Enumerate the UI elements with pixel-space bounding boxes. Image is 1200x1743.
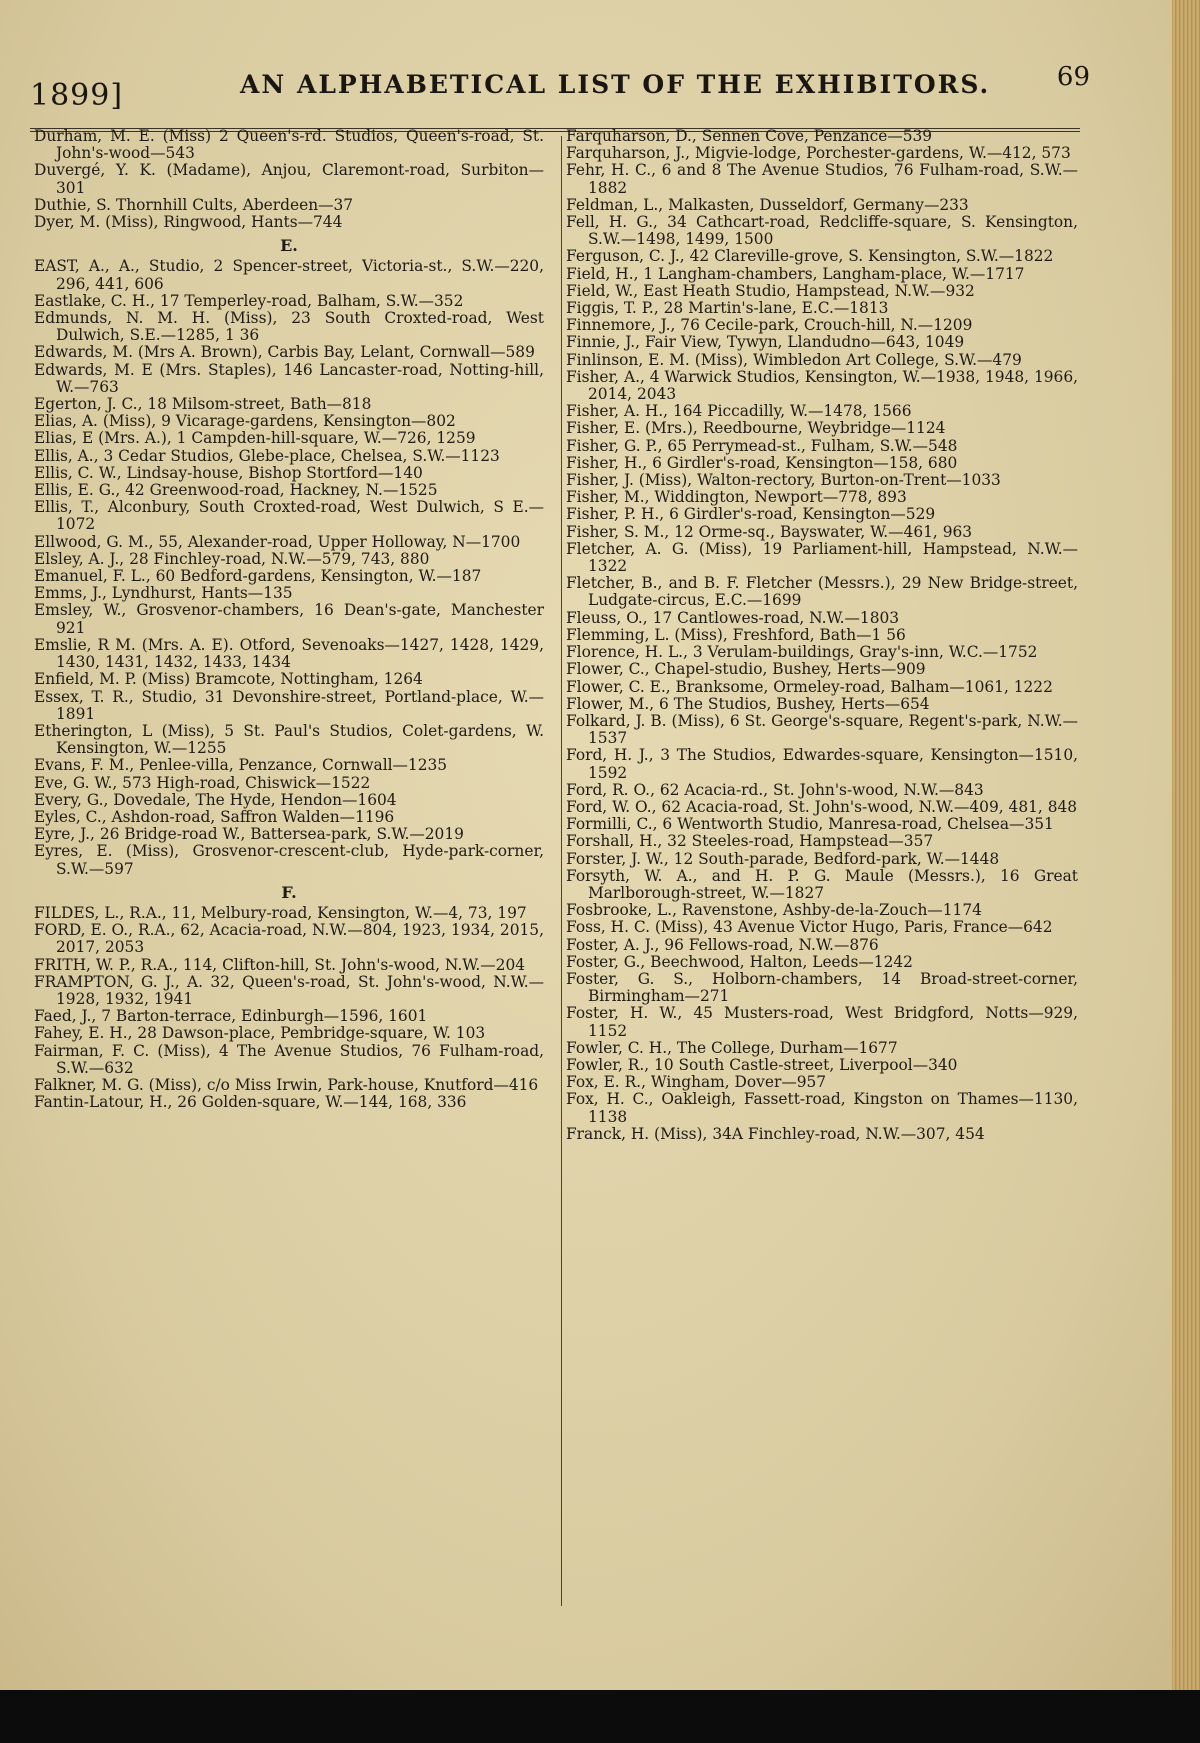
exhibitor-entry: Duthie, S. Thornhill Cults, Aberdeen—37 bbox=[34, 195, 354, 214]
column-divider bbox=[561, 136, 562, 1606]
exhibitor-entry: Egerton, J. C., 18 Milsom-street, Bath—818 bbox=[34, 395, 372, 414]
exhibitor-entry: Ford, W. O., 62 Acacia-road, St. John's-wood, N.W.—409, 481, 848 bbox=[566, 797, 1078, 816]
exhibitor-entry: Edwards, M. (Mrs A. Brown), Carbis Bay, Lelant, Cornwall—589 bbox=[34, 343, 535, 362]
exhibitor-entry: Fowler, C. H., The College, Durham—1677 bbox=[566, 1038, 898, 1057]
exhibitor-entry: Ford, H. J., 3 The Studios, Edwardes-square, Kensington—1510, 1592 bbox=[566, 746, 1078, 782]
right-column bbox=[566, 128, 1078, 1143]
exhibitor-entry: Forsyth, W. A., and H. P. G. Maule (Messrs.), 16 Great Marlborough-street, W.—1827 bbox=[566, 866, 1078, 902]
exhibitor-entry: Fell, H. G., 34 Cathcart-road, Redcliffe-square, S. Kensington, S.W.—1498, 1499, 1500 bbox=[566, 213, 1078, 249]
exhibitor-entry: Finlinson, E. M. (Miss), Wimbledon Art College, S.W.—479 bbox=[566, 350, 1022, 369]
exhibitor-entry: Fox, H. C., Oakleigh, Fassett-road, Kingston on Thames—1130, 1138 bbox=[566, 1090, 1078, 1126]
exhibitor-entry: Fisher, J. (Miss), Walton-rectory, Burton-on-Trent—1033 bbox=[566, 471, 1001, 490]
exhibitor-entry: Faed, J., 7 Barton-terrace, Edinburgh—1596, 1601 bbox=[34, 1007, 428, 1026]
exhibitor-entry: Figgis, T. P., 28 Martin's-lane, E.C.—1813 bbox=[566, 299, 889, 318]
exhibitor-entry: FRITH, W. P., R.A., 114, Clifton-hill, St. John's-wood, N.W.—204 bbox=[34, 955, 526, 974]
exhibitor-entry: Fehr, H. C., 6 and 8 The Avenue Studios, 76 Fulham-road, S.W.—1882 bbox=[566, 161, 1078, 197]
exhibitor-entry: Enfield, M. P. (Miss) Bramcote, Nottingham, 1264 bbox=[34, 670, 423, 689]
exhibitor-entry: Every, G., Dovedale, The Hyde, Hendon—1604 bbox=[34, 790, 397, 809]
page-header bbox=[30, 58, 1090, 113]
exhibitor-entry: Eyres, E. (Miss), Grosvenor-crescent-club, Hyde-park-corner, S.W.—597 bbox=[34, 842, 544, 878]
exhibitor-entry: Emms, J., Lyndhurst, Hants—135 bbox=[34, 584, 293, 603]
left-column bbox=[34, 128, 544, 1111]
exhibitor-entry: Falkner, M. G. (Miss), c/o Miss Irwin, Park-house, Knutford—416 bbox=[34, 1075, 539, 1094]
exhibitor-entry: Foster, A. J., 96 Fellows-road, N.W.—876 bbox=[566, 935, 879, 954]
page-year: 1899] bbox=[30, 78, 124, 113]
entries-f bbox=[34, 905, 544, 1111]
exhibitor-entry: Eyles, C., Ashdon-road, Saffron Walden—1196 bbox=[34, 807, 395, 826]
exhibitor-entry: Etherington, L (Miss), 5 St. Paul's Studios, Colet-gardens, W. Kensington, W.—1255 bbox=[34, 721, 544, 758]
exhibitor-entry: Finnemore, J., 76 Cecile-park, Crouch-hill, N.—1209 bbox=[566, 316, 973, 335]
exhibitor-entry: Fisher, A., 4 Warwick Studios, Kensington, W.—1938, 1948, 1966, 2014, 2043 bbox=[566, 367, 1078, 404]
exhibitor-entry: Florence, H. L., 3 Verulam-buildings, Gray's-inn, W.C.—1752 bbox=[566, 643, 1038, 662]
exhibitor-entry: Foster, G. S., Holborn-chambers, 14 Broad-street-corner, Birmingham—271 bbox=[566, 969, 1078, 1006]
exhibitor-entry: Ellis, C. W., Lindsay-house, Bishop Stortford—140 bbox=[34, 463, 423, 482]
exhibitor-entry: Fowler, R., 10 South Castle-street, Liverpool—340 bbox=[566, 1055, 958, 1074]
exhibitor-entry: Field, W., East Heath Studio, Hampstead, N.W.—932 bbox=[566, 281, 975, 300]
exhibitor-entry: Eyre, J., 26 Bridge-road W., Battersea-park, S.W.—2019 bbox=[34, 825, 464, 844]
exhibitor-entry: Field, H., 1 Langham-chambers, Langham-place, W.—1717 bbox=[566, 264, 1025, 283]
exhibitor-entry: Ellis, T., Alconbury, South Croxted-road, West Dulwich, S E.—1072 bbox=[34, 498, 544, 534]
exhibitor-entry: Dyer, M. (Miss), Ringwood, Hants—744 bbox=[34, 213, 343, 232]
exhibitor-entry: Durham, M. E. (Miss) 2 Queen's-rd. Studios, Queen's-road, St. John's-wood—543 bbox=[34, 127, 544, 163]
exhibitor-entry: Formilli, C., 6 Wentworth Studio, Manresa-road, Chelsea—351 bbox=[566, 815, 1054, 834]
section-heading-e: E. bbox=[280, 236, 298, 256]
exhibitor-entry: FORD, E. O., R.A., 62, Acacia-road, N.W.—804, 1923, 1934, 2015, 2017, 2053 bbox=[34, 921, 544, 957]
exhibitor-entry: Fox, E. R., Wingham, Dover—957 bbox=[566, 1073, 827, 1092]
exhibitor-entry: Elsley, A. J., 28 Finchley-road, N.W.—579, 743, 880 bbox=[34, 549, 430, 568]
exhibitor-entry: Forshall, H., 32 Steeles-road, Hampstead—357 bbox=[566, 832, 934, 851]
exhibitor-entry: Essex, T. R., Studio, 31 Devonshire-street, Portland-place, W.—1891 bbox=[34, 687, 544, 723]
exhibitor-entry: Folkard, J. B. (Miss), 6 St. George's-square, Regent's-park, N.W.—1537 bbox=[566, 711, 1078, 748]
exhibitor-entry: Emsley, W., Grosvenor-chambers, 16 Dean's-gate, Manchester 921 bbox=[34, 601, 544, 637]
exhibitor-entry: Fisher, H., 6 Girdler's-road, Kensington—158, 680 bbox=[566, 453, 958, 472]
exhibitor-entry: Duvergé, Y. K. (Madame), Anjou, Claremont-road, Surbiton— 301 bbox=[34, 161, 544, 197]
exhibitor-entry: Foster, G., Beechwood, Halton, Leeds—1242 bbox=[566, 952, 913, 971]
exhibitor-entry: Fosbrooke, L., Ravenstone, Ashby-de-la-Zouch—1174 bbox=[566, 901, 982, 920]
entries-right bbox=[566, 128, 1078, 1143]
exhibitor-entry: Emslie, R M. (Mrs. A. E). Otford, Sevenoaks—1427, 1428, 1429, 1430, 1431, 1432, 1433, 1434 bbox=[34, 635, 544, 672]
exhibitor-entry: Fleuss, O., 17 Cantlowes-road, N.W.—1803 bbox=[566, 608, 900, 627]
page-title: AN ALPHABETICAL LIST OF THE EXHIBITORS. bbox=[240, 70, 991, 99]
exhibitor-entry: Foster, H. W., 45 Musters-road, West Bridgford, Notts—929, 1152 bbox=[566, 1004, 1078, 1040]
exhibitor-entry: Flower, M., 6 The Studios, Bushey, Herts—654 bbox=[566, 694, 930, 713]
exhibitor-entry: Feldman, L., Malkasten, Dusseldorf, Germany—233 bbox=[566, 195, 969, 214]
exhibitor-entry: Fahey, E. H., 28 Dawson-place, Pembridge-square, W. 103 bbox=[34, 1024, 486, 1043]
exhibitor-entry: Emanuel, F. L., 60 Bedford-gardens, Kensington, W.—187 bbox=[34, 567, 482, 586]
exhibitor-entry: Flemming, L. (Miss), Freshford, Bath—1 56 bbox=[566, 625, 906, 644]
exhibitor-entry: EAST, A., A., Studio, 2 Spencer-street, Victoria-st., S.W.—220, 296, 441, 606 bbox=[34, 257, 544, 293]
exhibitor-entry: Eve, G. W., 573 High-road, Chiswick—1522 bbox=[34, 773, 371, 792]
exhibitor-entry: Fairman, F. C. (Miss), 4 The Avenue Studios, 76 Fulham-road, S.W.—632 bbox=[34, 1041, 544, 1077]
exhibitor-entry: Ferguson, C. J., 42 Clareville-grove, S. Kensington, S.W.—1822 bbox=[566, 247, 1054, 266]
exhibitor-entry: Foss, H. C. (Miss), 43 Avenue Victor Hugo, Paris, France—642 bbox=[566, 918, 1053, 937]
exhibitor-entry: Fletcher, A. G. (Miss), 19 Parliament-hill, Hampstead, N.W.—1322 bbox=[566, 539, 1078, 576]
exhibitor-entry: Ellwood, G. M., 55, Alexander-road, Upper Holloway, N—1700 bbox=[34, 532, 521, 551]
exhibitor-entry: Franck, H. (Miss), 34A Finchley-road, N.W.—307, 454 bbox=[566, 1124, 985, 1143]
exhibitor-entry: Edwards, M. E (Mrs. Staples), 146 Lancaster-road, Notting-hill, W.—763 bbox=[34, 360, 544, 396]
exhibitor-entry: FRAMPTON, G. J., A. 32, Queen's-road, St. John's-wood, N.W.—1928, 1932, 1941 bbox=[34, 972, 544, 1008]
exhibitor-entry: Eastlake, C. H., 17 Temperley-road, Balham, S.W.—352 bbox=[34, 291, 464, 310]
book-edge bbox=[1172, 0, 1200, 1690]
exhibitor-entry: Farquharson, J., Migvie-lodge, Porchester-gardens, W.—412, 573 bbox=[566, 144, 1071, 163]
exhibitor-entry: Flower, C. E., Branksome, Ormeley-road, Balham—1061, 1222 bbox=[566, 677, 1053, 696]
exhibitor-entry: Evans, F. M., Penlee-villa, Penzance, Cornwall—1235 bbox=[34, 756, 448, 775]
exhibitor-entry: Fisher, A. H., 164 Piccadilly, W.—1478, 1566 bbox=[566, 402, 912, 421]
exhibitor-entry: Ellis, A., 3 Cedar Studios, Glebe-place, Chelsea, S.W.—1123 bbox=[34, 446, 500, 465]
entries-d bbox=[34, 128, 544, 231]
exhibitor-entry: Ford, R. O., 62 Acacia-rd., St. John's-wood, N.W.—843 bbox=[566, 780, 984, 799]
entries-e bbox=[34, 258, 544, 877]
page-number: 69 bbox=[1056, 62, 1090, 92]
exhibitor-entry: Fisher, E. (Mrs.), Reedbourne, Weybridge—1124 bbox=[566, 419, 946, 438]
exhibitor-entry: Fisher, S. M., 12 Orme-sq., Bayswater, W.—461, 963 bbox=[566, 522, 973, 541]
exhibitor-entry: Elias, E (Mrs. A.), 1 Campden-hill-square, W.—726, 1259 bbox=[34, 429, 476, 448]
exhibitor-entry: FILDES, L., R.A., 11, Melbury-road, Kensington, W.—4, 73, 197 bbox=[34, 903, 527, 922]
exhibitor-entry: Ellis, E. G., 42 Greenwood-road, Hackney, N.—1525 bbox=[34, 481, 438, 500]
exhibitor-entry: Fisher, M., Widdington, Newport—778, 893 bbox=[566, 488, 907, 507]
section-heading-f: F. bbox=[281, 882, 297, 902]
exhibitor-entry: Fletcher, B., and B. F. Fletcher (Messrs.), 29 New Bridge-street, Ludgate-circus, E.C.—1699 bbox=[566, 574, 1078, 610]
exhibitor-entry: Fisher, G. P., 65 Perrymead-st., Fulham, S.W.—548 bbox=[566, 436, 958, 455]
exhibitor-entry: Finnie, J., Fair View, Tywyn, Llandudno—643, 1049 bbox=[566, 333, 965, 352]
exhibitor-entry: Fisher, P. H., 6 Girdler's-road, Kensington—529 bbox=[566, 505, 936, 524]
exhibitor-entry: Fantin-Latour, H., 26 Golden-square, W.—144, 168, 336 bbox=[34, 1093, 467, 1112]
background-band bbox=[0, 1690, 1200, 1743]
exhibitor-entry: Flower, C., Chapel-studio, Bushey, Herts—909 bbox=[566, 660, 926, 679]
exhibitor-entry: Elias, A. (Miss), 9 Vicarage-gardens, Kensington—802 bbox=[34, 412, 456, 431]
exhibitor-entry: Farquharson, D., Sennen Cove, Penzance—539 bbox=[566, 127, 933, 145]
exhibitor-entry: Edmunds, N. M. H. (Miss), 23 South Croxted-road, West Dulwich, S.E.—1285, 1 36 bbox=[34, 309, 544, 345]
exhibitor-entry: Forster, J. W., 12 South-parade, Bedford-park, W.—1448 bbox=[566, 849, 1000, 868]
